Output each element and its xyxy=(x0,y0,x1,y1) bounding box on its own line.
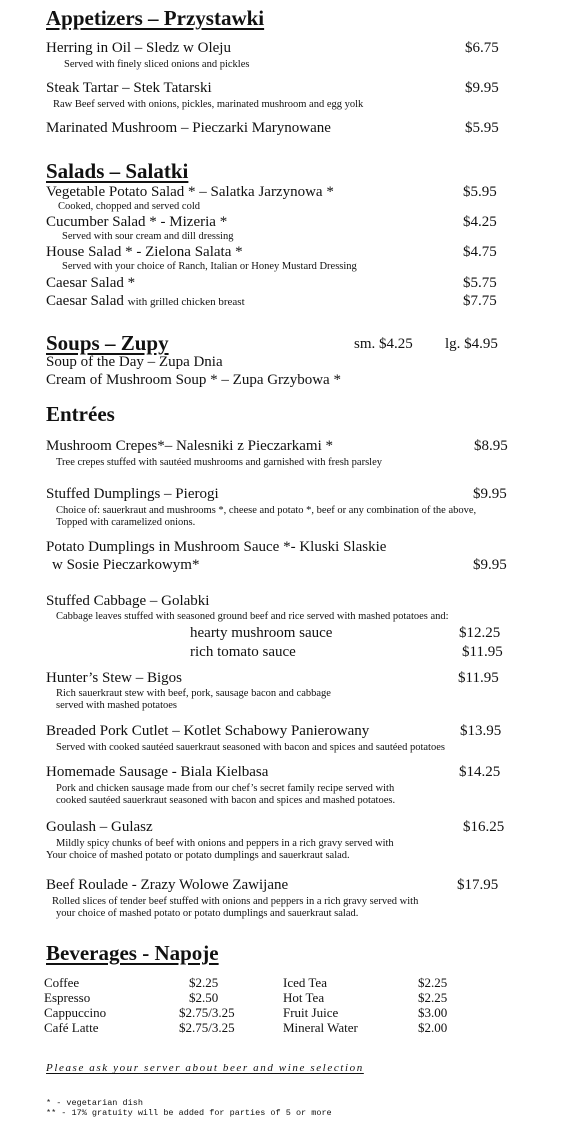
menu-item-name: Stuffed Cabbage – Golabki xyxy=(46,593,210,609)
beverage-name: Espresso xyxy=(44,990,91,1005)
menu-item-name: w Sosie Pieczarkowym* xyxy=(52,557,200,573)
menu-item-desc: Topped with caramelized onions. xyxy=(56,517,196,528)
beverage-name: Coffee xyxy=(44,975,80,990)
menu-item-price: $12.25 xyxy=(459,625,501,641)
menu-item-price: $5.95 xyxy=(463,184,497,200)
beverage-price: $2.75/3.25 xyxy=(179,1020,235,1035)
menu-item-desc: served with mashed potatoes xyxy=(56,700,178,711)
beverage-name: Cappuccino xyxy=(44,1005,107,1020)
beverage-price: $2.25 xyxy=(418,975,448,990)
beverage-price: $3.00 xyxy=(418,1005,448,1020)
menu-item-name: Hunter’s Stew – Bigos xyxy=(46,670,182,686)
vegetarian-note: * - vegetarian dish xyxy=(46,1098,143,1108)
beverage-name: Iced Tea xyxy=(283,975,327,990)
menu-item-desc: Served with cooked sautéed sauerkraut seasoned with bacon and spices and sautéed potatoes xyxy=(56,742,445,753)
menu-item-name xyxy=(46,293,245,310)
menu-item-name: Goulash – Gulasz xyxy=(46,819,153,835)
menu-item-desc: Cooked, chopped and served cold xyxy=(58,201,201,212)
menu-item-price: $14.25 xyxy=(459,764,501,780)
menu-item-desc: Choice of: sauerkraut and mushrooms *, cheese and potato *, beef or any combination of the above, xyxy=(56,505,477,516)
menu-item-price: $9.95 xyxy=(473,486,507,502)
soups-heading: Soups – Zupy xyxy=(46,331,169,355)
soup-item: Soup of the Day – Zupa Dnia xyxy=(46,354,223,370)
beer-wine-notice: Please ask your server about beer and wine selection xyxy=(46,1062,364,1074)
menu-item-name: Potato Dumplings in Mushroom Sauce *- Kluski Slaskie xyxy=(46,539,387,555)
menu-item-desc: Rolled slices of tender beef stuffed with onions and peppers in a rich gravy served with xyxy=(52,896,419,907)
menu-item-price: $16.25 xyxy=(463,819,505,835)
menu-item-desc: Tree crepes stuffed with sautéed mushrooms and garnished with fresh parsley xyxy=(56,457,383,468)
beverage-name: Café Latte xyxy=(44,1020,99,1035)
menu-item-name: Breaded Pork Cutlet – Kotlet Schabowy Panierowany xyxy=(46,723,370,739)
beverages-heading: Beverages - Napoje xyxy=(46,941,219,965)
menu-item-name: Vegetable Potato Salad * – Salatka Jarzynowa * xyxy=(46,184,334,200)
soup-price-large: lg. $4.95 xyxy=(445,336,498,352)
beverage-price: $2.25 xyxy=(189,975,219,990)
menu-item-name: Cucumber Salad * - Mizeria * xyxy=(46,214,228,230)
menu-item-price: $11.95 xyxy=(458,670,499,686)
menu-item-desc: Served with sour cream and dill dressing xyxy=(62,231,234,242)
menu-item-desc: Cabbage leaves stuffed with seasoned ground beef and rice served with mashed potatoes and: xyxy=(56,611,449,622)
menu-item-price: $4.75 xyxy=(463,244,497,260)
menu-item-price: $6.75 xyxy=(465,40,499,56)
menu-item-price: $8.95 xyxy=(474,438,508,454)
menu-item-name-main: Caesar Salad xyxy=(46,293,124,309)
soup-price-small: sm. $4.25 xyxy=(354,336,413,352)
menu-item-name: House Salad * - Zielona Salata * xyxy=(46,244,243,260)
salads-heading: Salads – Salatki xyxy=(46,159,189,183)
menu-item-price: $13.95 xyxy=(460,723,502,739)
menu-item-desc: Rich sauerkraut stew with beef, pork, sausage bacon and cabbage xyxy=(56,688,331,699)
menu-item-desc: Your choice of mashed potato or potato dumplings and sauerkraut salad. xyxy=(46,850,350,861)
menu-item-name: Mushroom Crepes*– Nalesniki z Pieczarkami * xyxy=(46,438,334,454)
beverage-name: Fruit Juice xyxy=(283,1005,339,1020)
gratuity-note: ** - 17% gratuity will be added for parties of 5 or more xyxy=(46,1108,332,1118)
beverage-price: $2.75/3.25 xyxy=(179,1005,235,1020)
menu-item-price: $9.95 xyxy=(465,80,499,96)
menu-item-desc: cooked sautéed sauerkraut seasoned with bacon and spices and mashed potatoes. xyxy=(56,795,396,806)
menu-item-price: $7.75 xyxy=(463,293,497,309)
menu-item-desc: Served with your choice of Ranch, Italian or Honey Mustard Dressing xyxy=(62,261,357,272)
menu-item-name: Herring in Oil – Sledz w Oleju xyxy=(46,40,231,56)
appetizers-heading: Appetizers – Przystawki xyxy=(46,6,265,30)
menu-item-option: hearty mushroom sauce xyxy=(190,625,333,641)
beverage-name: Mineral Water xyxy=(283,1020,358,1035)
menu-item-desc: your choice of mashed potato or potato dumplings and sauerkraut salad. xyxy=(56,908,359,919)
entrees-heading: Entrées xyxy=(46,402,115,426)
soup-item: Cream of Mushroom Soup * – Zupa Grzybowa * xyxy=(46,372,341,388)
menu-item-price: $9.95 xyxy=(473,557,507,573)
menu-item-name: Stuffed Dumplings – Pierogi xyxy=(46,486,219,502)
beverage-name: Hot Tea xyxy=(283,990,325,1005)
menu-item-price: $4.25 xyxy=(463,214,497,230)
menu-item-name: Steak Tartar – Stek Tatarski xyxy=(46,80,212,96)
menu-item-price: $5.75 xyxy=(463,275,497,291)
menu-item-desc: Pork and chicken sausage made from our chef’s secret family recipe served with xyxy=(56,783,395,794)
beverage-price: $2.50 xyxy=(189,990,219,1005)
menu-item-name: Homemade Sausage - Biala Kielbasa xyxy=(46,764,269,780)
menu-item-price: $5.95 xyxy=(465,120,499,136)
menu-item-name-suffix: with grilled chicken breast xyxy=(127,296,245,308)
menu-item-option: rich tomato sauce xyxy=(190,644,296,660)
menu-item-name: Caesar Salad * xyxy=(46,275,136,291)
menu-item-desc: Raw Beef served with onions, pickles, marinated mushroom and egg yolk xyxy=(53,99,364,110)
beverage-price: $2.00 xyxy=(418,1020,448,1035)
menu-item-desc: Served with finely sliced onions and pickles xyxy=(64,59,250,70)
menu-item-desc: Mildly spicy chunks of beef with onions and peppers in a rich gravy served with xyxy=(56,838,394,849)
menu-item-name: Beef Roulade - Zrazy Wolowe Zawijane xyxy=(46,877,289,893)
menu-item-price: $17.95 xyxy=(457,877,499,893)
beverage-price: $2.25 xyxy=(418,990,448,1005)
menu-item-name: Marinated Mushroom – Pieczarki Marynowane xyxy=(46,120,331,136)
menu-item-price: $11.95 xyxy=(462,644,503,660)
